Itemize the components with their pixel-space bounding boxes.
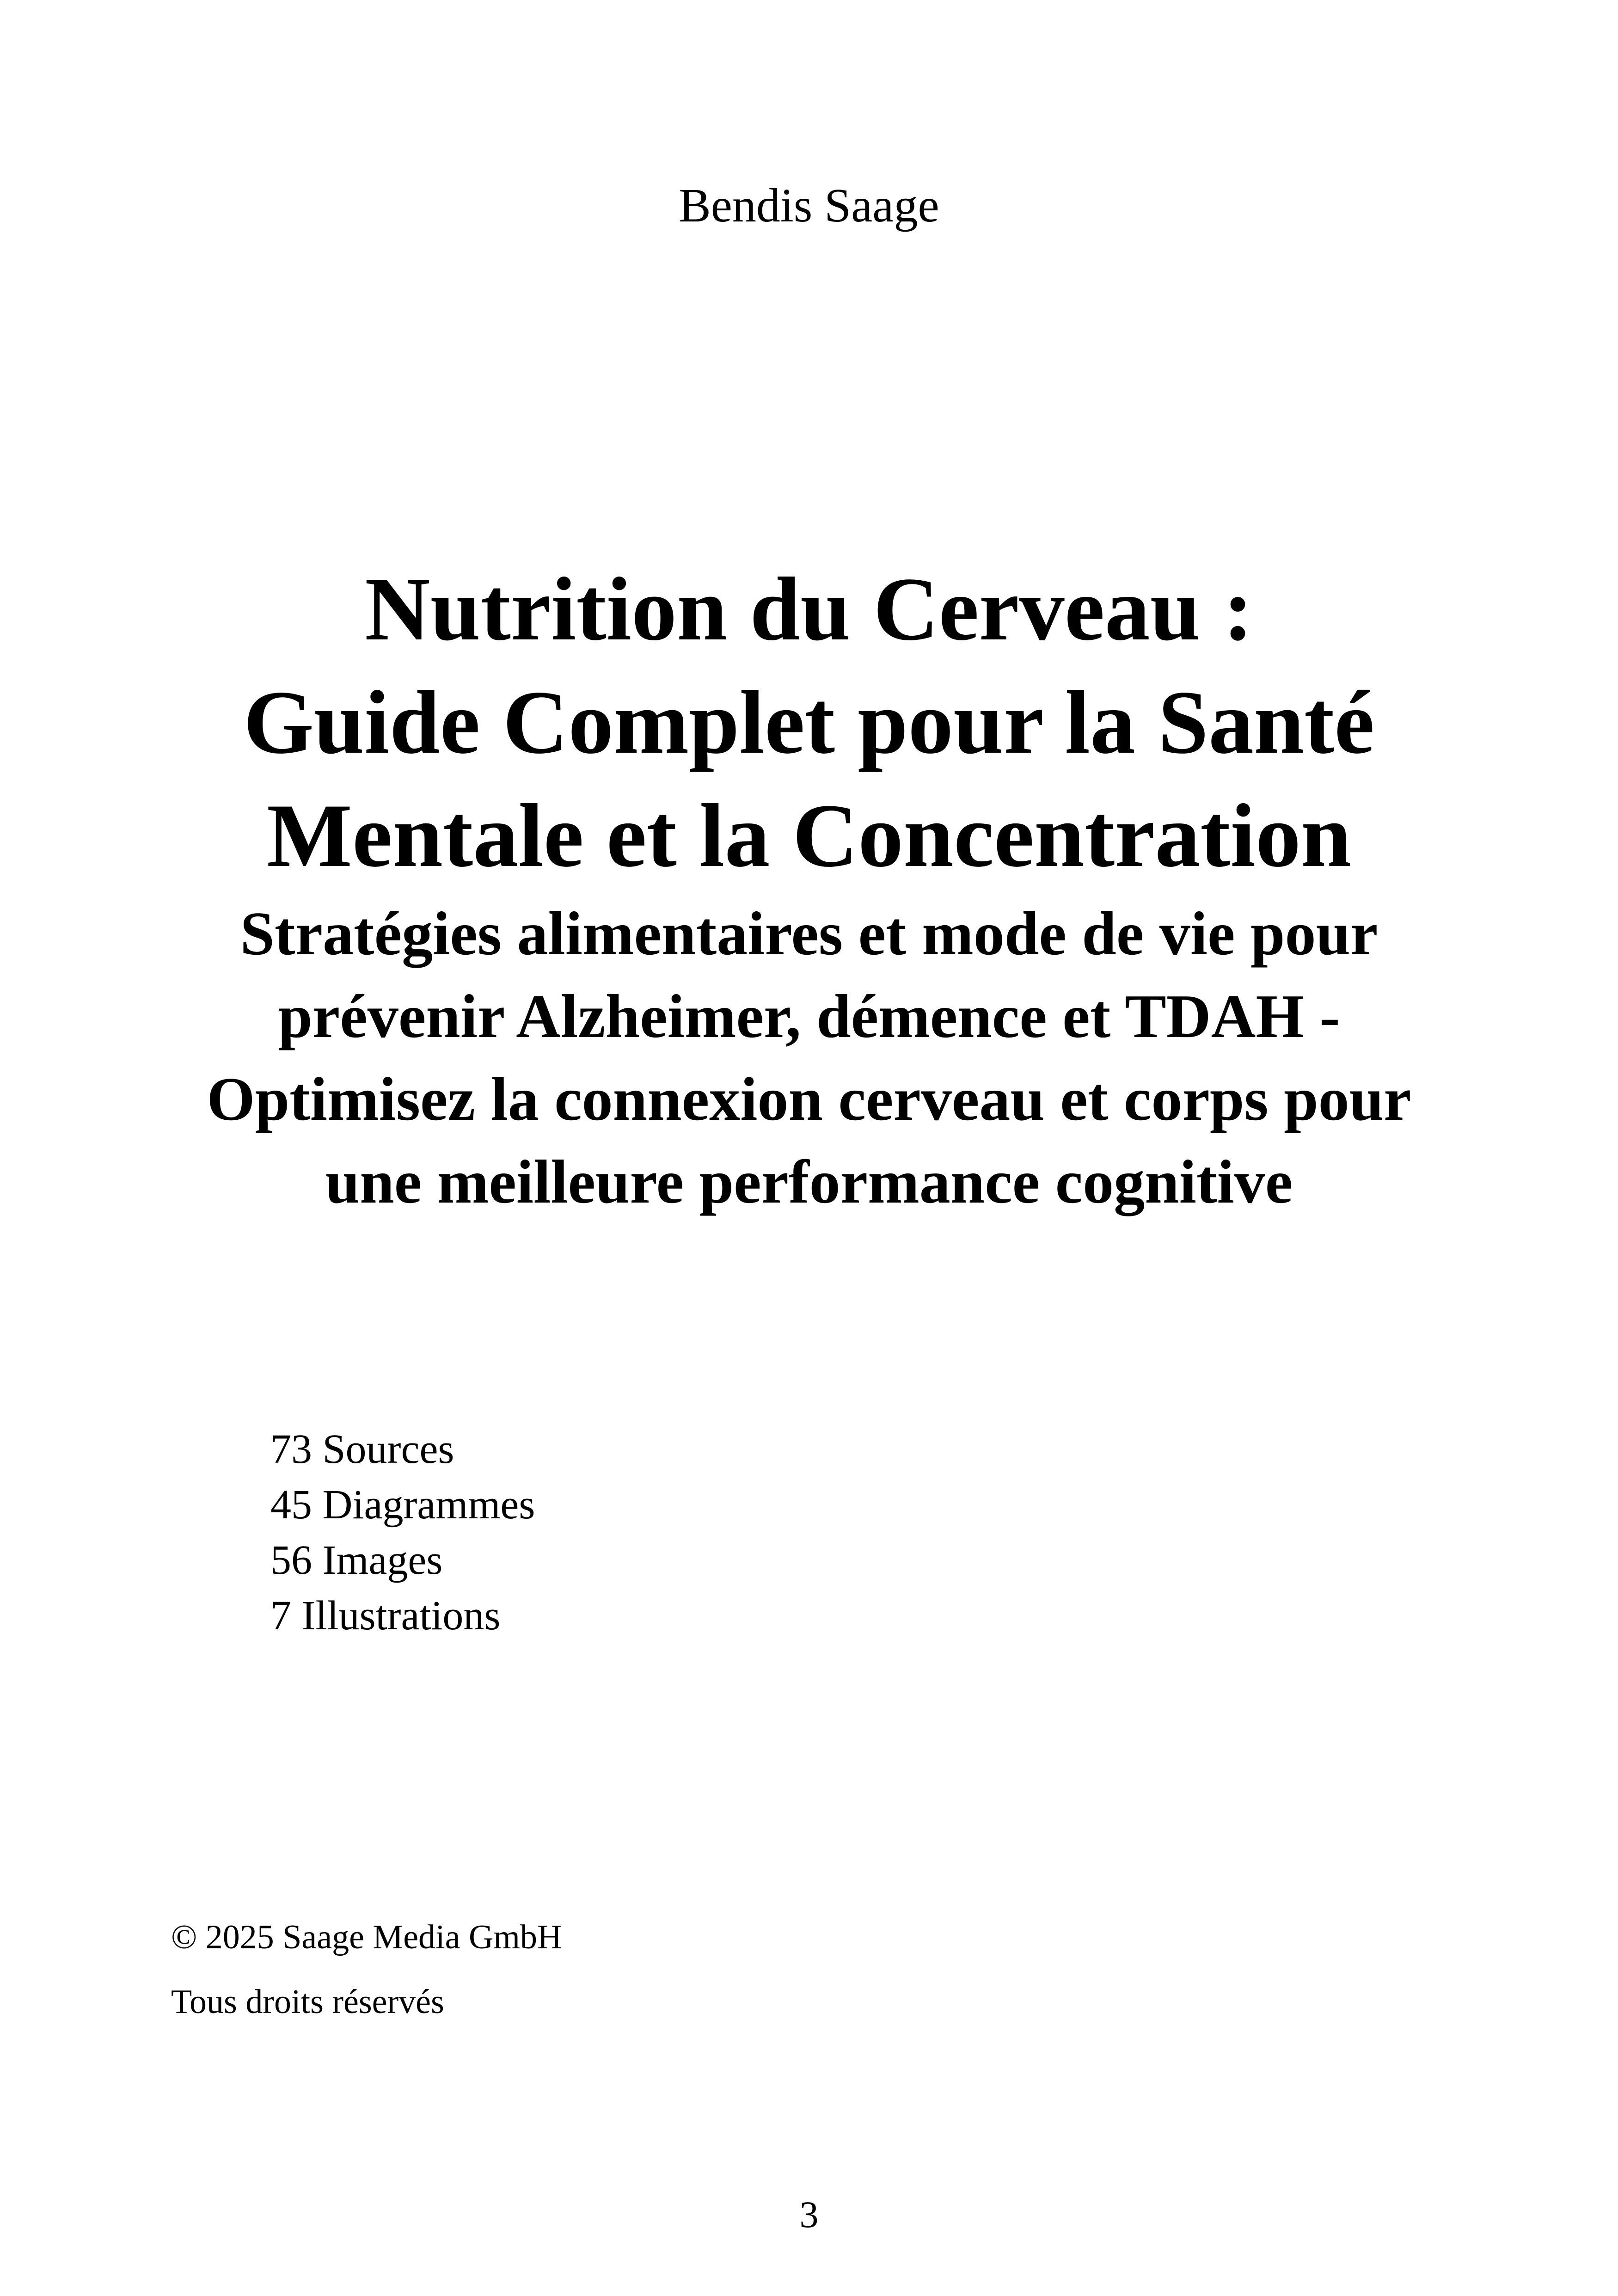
- stat-sources: 73 Sources: [270, 1426, 454, 1472]
- subtitle-line: prévenir Alzheimer, démence et TDAH -: [278, 982, 1340, 1050]
- subtitle-line: Stratégies alimentaires et mode de vie pour: [240, 899, 1378, 968]
- stat-diagrams: 45 Diagrammes: [270, 1482, 535, 1528]
- subtitle-line: une meilleure performance cognitive: [325, 1148, 1293, 1216]
- author-name: Bendis Saage: [679, 179, 939, 232]
- title-line: Nutrition du Cerveau :: [365, 559, 1253, 659]
- title-block: [116, 553, 1502, 1223]
- stat-illustrations: 7 Illustrations: [270, 1593, 501, 1639]
- stats-list: [270, 1422, 535, 1644]
- page-number: 3: [799, 2193, 819, 2235]
- subtitle-line: Optimisez la connexion cerveau et corps pour: [207, 1065, 1411, 1133]
- rights-notice: Tous droits réservés: [171, 1983, 444, 2021]
- copyright-notice: © 2025 Saage Media GmbH: [171, 1918, 562, 1956]
- title-line: Guide Complet pour la Santé: [243, 672, 1375, 773]
- title-line: Mentale et la Concentration: [267, 786, 1351, 886]
- stat-images: 56 Images: [270, 1537, 443, 1583]
